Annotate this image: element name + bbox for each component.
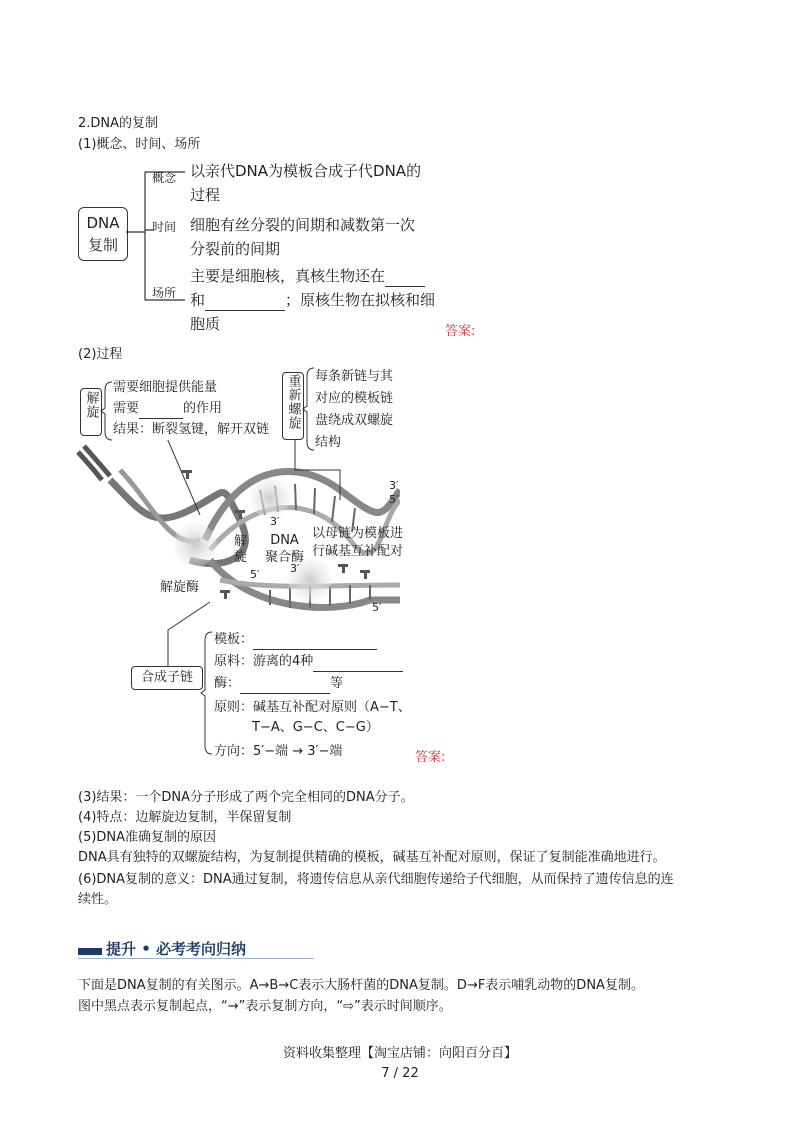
- feature-text: (4)特点：边解旋边复制，半保留复制: [78, 810, 292, 825]
- accuracy-text: DNA具有独特的双螺旋结构，为复制提供精确的模板，碱基互补配对原则，保证了复制能准确地进行。: [78, 850, 666, 865]
- prime-5-mid: 5′: [250, 568, 260, 581]
- section-underline: [78, 958, 314, 959]
- helicase-label: 解旋酶: [160, 580, 200, 595]
- unwind-diagram-label: 解旋: [234, 534, 248, 565]
- page-number: 7 / 22: [381, 1066, 419, 1081]
- synth-raw: 原料：游离的4种: [214, 652, 403, 672]
- template-note-2: 行碱基互补配对: [312, 544, 404, 559]
- accuracy-heading: (5)DNA准确复制的原因: [78, 830, 217, 845]
- significance-text-1: (6)DNA复制的意义：DNA通过复制，将遗传信息从亲代细胞传递给子代细胞，从而保持了遗传信息的连: [78, 872, 674, 887]
- synth-direction: 方向：5′−端 → 3′−端: [214, 744, 343, 759]
- rewind-line4: 结构: [315, 435, 342, 450]
- unwind-box: 解旋: [80, 388, 102, 436]
- time-line2: 分裂前的间期: [190, 240, 281, 258]
- place-tag: 场所: [152, 286, 177, 300]
- unwind-line3: 结果：断裂氢键，解开双链: [113, 422, 270, 437]
- template-note-1: 以母链为模板进: [312, 526, 404, 541]
- footer-source: 资料收集整理【淘宝店铺：向阳百分百】: [282, 1046, 517, 1061]
- concept-tag: 概念: [152, 171, 177, 185]
- section-bar-icon: [78, 948, 102, 955]
- synth-rule2: T−A、G−C、C−G）: [252, 720, 379, 735]
- unwind-line2: 需要 的作用: [113, 399, 222, 419]
- prime-3-top: 3′: [389, 479, 399, 492]
- prime-5-low: 5′: [372, 601, 382, 614]
- prime-5-top: 5′: [389, 493, 399, 506]
- result-text: (3)结果：一个DNA分子形成了两个完全相同的DNA分子。: [78, 790, 414, 805]
- synth-rule1: 原则：碱基互补配对原则（A−T、: [214, 700, 411, 715]
- dna-polymerase-label: DNA 聚合酶: [265, 533, 305, 565]
- intro-line1: 下面是DNA复制的有关图示。A→B→C表示大肠杆菌的DNA复制。D→F表示哺乳动物的DNA复制。: [78, 978, 644, 993]
- unwind-line1: 需要细胞提供能量: [113, 380, 218, 395]
- rewind-line3: 盘绕成双螺旋: [315, 413, 394, 428]
- synth-template: 模板：: [214, 630, 377, 650]
- rewind-box: 重新螺旋: [282, 372, 304, 440]
- time-tag: 时间: [152, 220, 177, 234]
- prime-3-mid: 3′: [270, 515, 280, 528]
- answer-label-1: 答案:: [445, 324, 476, 339]
- section-title: 提升 • 必考考向归纳: [106, 940, 247, 958]
- section-heading: 2.DNA的复制: [78, 116, 159, 131]
- rewind-line1: 每条新链与其: [315, 369, 394, 384]
- subheading-process: (2)过程: [78, 347, 123, 362]
- intro-line2: 图中黑点表示复制起点，“→”表示复制方向，“⇨”表示时间顺序。: [78, 999, 452, 1014]
- rewind-line2: 对应的模板链: [315, 391, 394, 406]
- dna-replication-box: [78, 207, 128, 261]
- place-line2: 和 ；原核生物在拟核和细: [190, 291, 436, 309]
- synth-box: 合成子链: [131, 666, 203, 690]
- time-line1: 细胞有丝分裂的间期和减数第一次: [190, 216, 416, 234]
- concept-line2: 过程: [190, 186, 221, 204]
- place-line3: 胞质: [190, 315, 221, 333]
- place-line1: 主要是细胞核，真核生物还在: [190, 265, 425, 287]
- subheading-concept: (1)概念、时间、场所: [78, 137, 201, 152]
- synth-enzyme: 酶： 等: [214, 674, 343, 694]
- prime-3-low: 3′: [290, 562, 300, 575]
- answer-label-2: 答案:: [415, 750, 446, 765]
- significance-text-2: 续性。: [78, 892, 118, 907]
- dna-replication-label: DNA 复制: [86, 214, 120, 254]
- concept-line1: 以亲代DNA为模板合成子代DNA的: [190, 162, 422, 180]
